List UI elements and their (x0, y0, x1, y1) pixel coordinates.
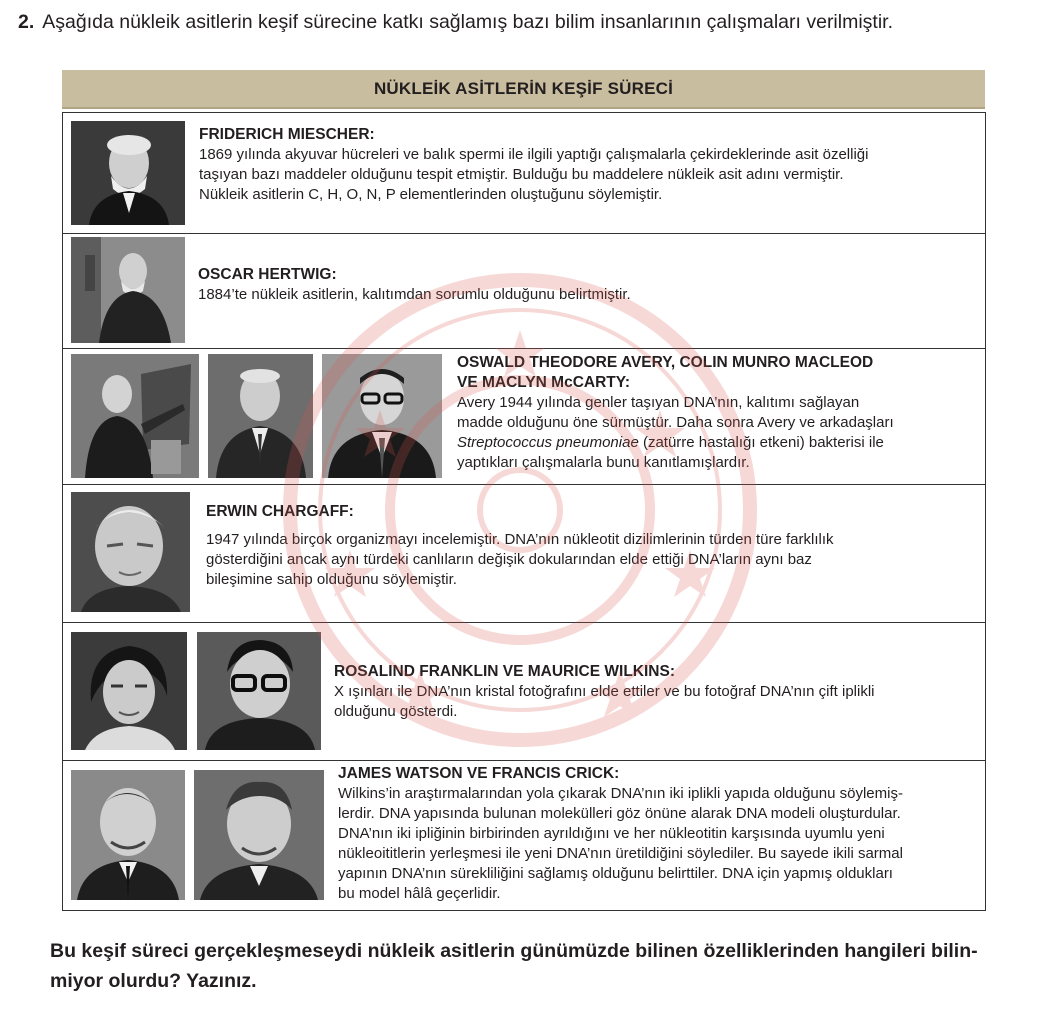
entry-line: yapının DNA’nın sürekliliğini sağlamış olduğunu belirttiler. DNA için yapmış oldukları (338, 865, 893, 882)
portrait-photo-watson (71, 770, 185, 900)
entry-hertwig (198, 265, 978, 305)
entry-avery (457, 353, 977, 473)
entry-line (457, 433, 977, 453)
scientist-name: JAMES WATSON VE FRANCIS CRICK: (338, 765, 620, 782)
portrait-photo-mccarty (322, 354, 442, 478)
entry-line: Avery 1944 yılında genler taşıyan DNA’nın, kalıtımı sağlayan (457, 394, 860, 411)
scientist-name: FRIDERICH MIESCHER: (199, 126, 375, 143)
table-row-hertwig (63, 233, 985, 349)
scientist-name: ERWIN CHARGAFF: (206, 503, 354, 520)
table-row-franklin-wilkins (63, 622, 985, 761)
table-row-chargaff (63, 484, 985, 623)
entry-line-rest: (zatürre hastalığı etkeni) bakterisi ile (638, 434, 884, 451)
portrait-photo-chargaff (71, 492, 190, 612)
portrait-photo-avery (71, 354, 199, 478)
entry-line: bu model hâlâ geçerlidir. (338, 885, 501, 902)
scientist-name: OSCAR HERTWIG: (198, 266, 337, 283)
entry-line: madde olduğunu öne sürmüştür. Daha sonra Avery ve arkadaşları (457, 414, 894, 431)
entry-line: X ışınları ile DNA’nın kristal fotoğrafını elde ettiler ve bu fotoğraf DNA’nın çift iplikli (334, 683, 875, 700)
discovery-table (62, 112, 986, 911)
scientist-name: VE MACLYN McCARTY: (457, 374, 631, 391)
closing-question-line: Bu keşif süreci gerçekleşmeseydi nükleik asitlerin günümüzde bilinen özelliklerinden hangileri bilin- (50, 940, 978, 962)
portrait-photo-macleod (208, 354, 313, 478)
entry-line: nükleoititlerin yerleşmesi ile yeni DNA’nın üretildiğini söylediler. Bu sayede ikili sarmal (338, 845, 903, 862)
entry-line: Wilkins’in araştırmalarından yola çıkarak DNA’nın iki iplikli yapıda olduğunu söylemiş- (338, 785, 903, 802)
entry-line: 1947 yılında birçok organizmayı incelemiştir. DNA’nın nükleotit dizilimlerinin türden türe farklılık (206, 531, 834, 548)
scientist-name: OSWALD THEODORE AVERY, COLIN MUNRO MACLEOD (457, 354, 874, 371)
table-row-miescher (63, 113, 985, 234)
closing-question (50, 936, 1050, 996)
entry-line: lerdir. DNA yapısında bulunan molekülleri göz önüne alarak DNA modeli oluşturdular. (338, 805, 901, 822)
entry-line: DNA’nın iki ipliğinin birbirinden ayrıldığını ve her nükleotitin karşısında uyumlu yeni (338, 825, 885, 842)
species-name: Streptococcus pneumoniae (457, 434, 639, 451)
entry-line: 1869 yılında akyuvar hücreleri ve balık spermi ile ilgili yaptığı çalışmalarla çekirdeklerinde asit özelliği (199, 146, 869, 163)
entry-line: 1884’te nükleik asitlerin, kalıtımdan sorumlu olduğunu belirtmiştir. (198, 286, 631, 303)
table-header: NÜKLEİK ASİTLERİN KEŞİF SÜRECİ (62, 70, 985, 109)
portrait-photo-miescher (71, 121, 185, 225)
entry-line: Nükleik asitlerin C, H, O, N, P elementlerinden oluştuğunu söylemiştir. (199, 186, 663, 203)
scientist-name: ROSALIND FRANKLIN VE MAURICE WILKINS: (334, 663, 675, 680)
entry-chargaff (206, 502, 976, 590)
portrait-photo-crick (194, 770, 324, 900)
entry-miescher (199, 125, 979, 205)
portrait-photo-franklin (71, 632, 187, 750)
entry-line: yaptıkları çalışmalarla bunu kanıtlamışlardır. (457, 454, 750, 471)
entry-line: gösterdiğini ancak aynı türdeki canlıların değişik dokularından elde ettiği DNA’ların aynı baz (206, 551, 812, 568)
question-intro (18, 10, 893, 34)
portrait-photo-wilkins (197, 632, 321, 750)
portrait-photo-hertwig (71, 237, 185, 343)
table-row-avery (63, 348, 985, 485)
question-number: 2. (18, 11, 35, 33)
entry-line: bileşimine sahip olduğunu söylemiştir. (206, 571, 457, 588)
closing-question-line: miyor olurdu? Yazınız. (50, 970, 257, 992)
entry-line: taşıyan bazı maddeler olduğunu tespit etmiştir. Bulduğu bu maddelere nükleik asit adını vermiştir. (199, 166, 844, 183)
entry-line: olduğunu gösterdi. (334, 703, 458, 720)
question-intro-text: Aşağıda nükleik asitlerin keşif sürecine katkı sağlamış bazı bilim insanlarının çalışmaları verilmiştir. (42, 11, 894, 33)
entry-franklin-wilkins (334, 662, 974, 722)
entry-watson-crick (338, 764, 978, 904)
table-row-watson-crick (63, 760, 985, 910)
